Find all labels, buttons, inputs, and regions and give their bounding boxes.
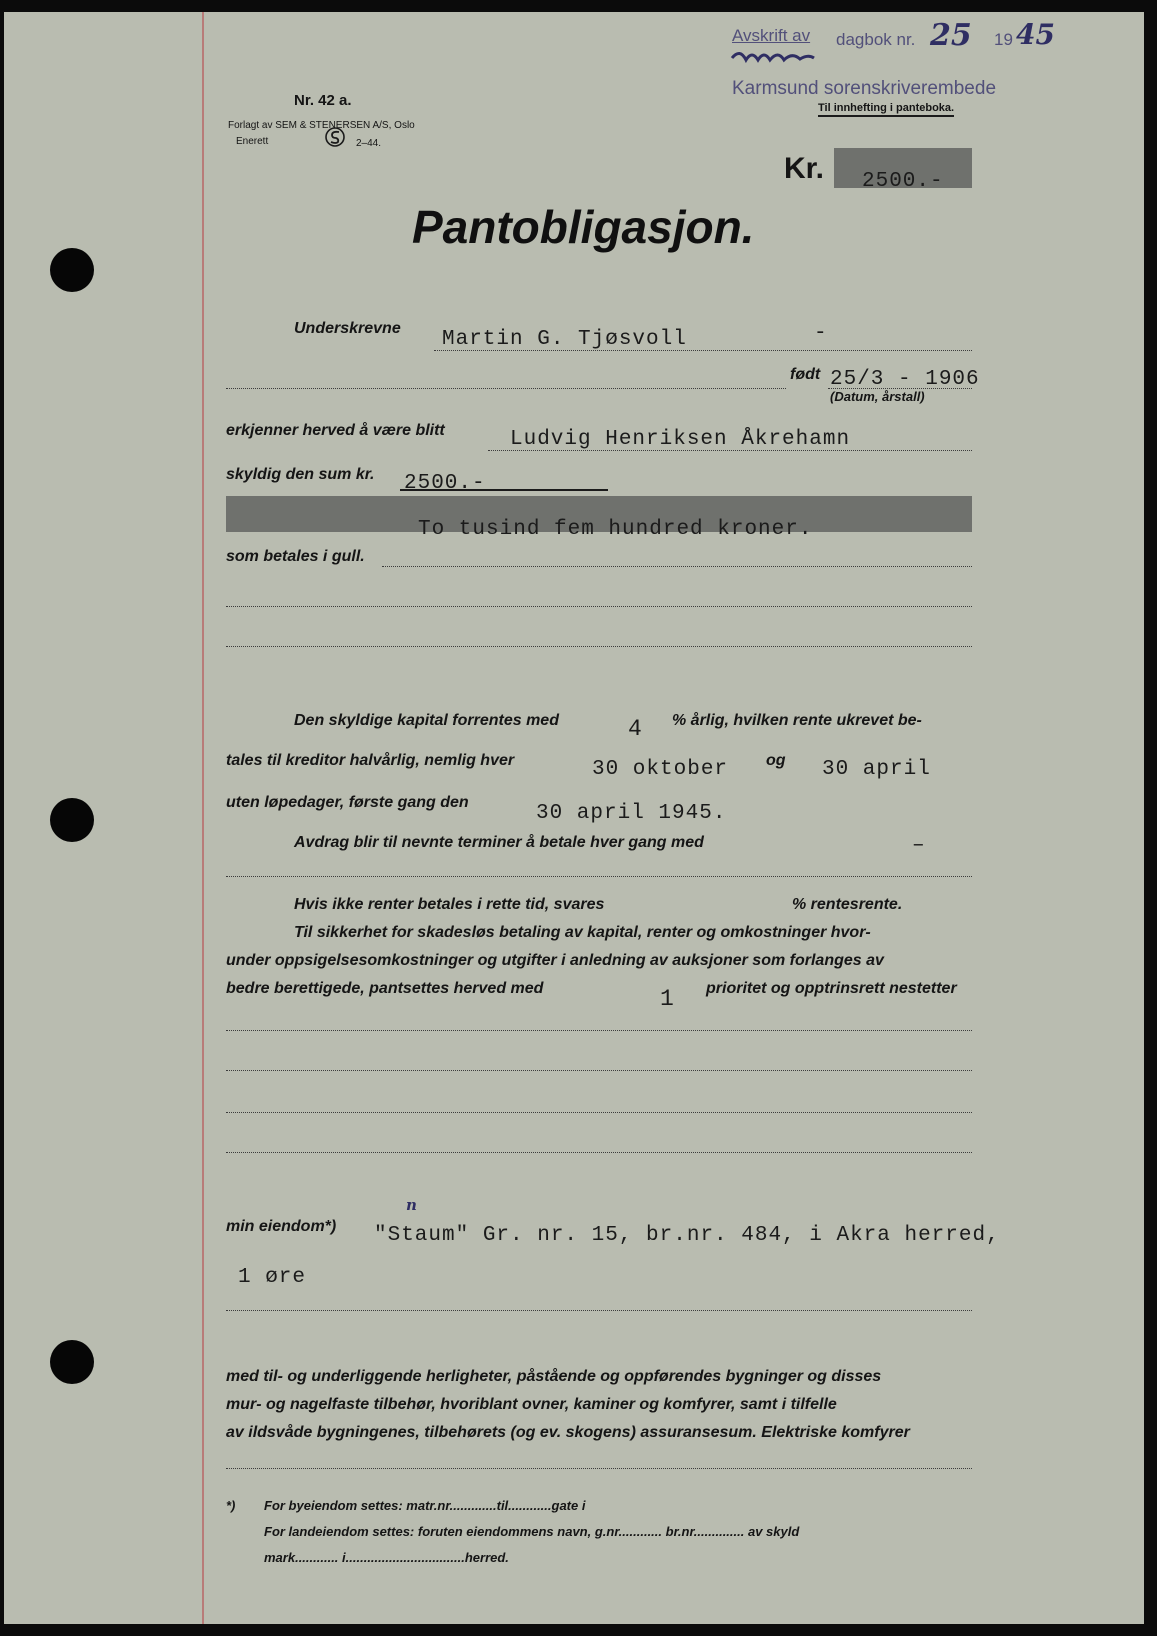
security-line4: bedre berettigede, pantsettes herved med <box>226 980 544 997</box>
form-number: Nr. 42 a. <box>294 92 352 109</box>
debtor-name: Martin G. Tjøsvoll <box>442 328 687 351</box>
debtor-blank-line <box>226 388 786 389</box>
punch-hole-bottom <box>50 1340 94 1384</box>
born-value: 25/3 - 1906 <box>830 368 980 391</box>
enerett-label: Enerett <box>236 136 269 147</box>
gold-clause: som betales i gull. <box>226 548 365 565</box>
closing-line3: av ildsvåde bygningenes, tilbehørets (og ev. skogens) assuransesum. Elektriske komfyrer <box>226 1424 910 1441</box>
handwritten-dagbok-nr: 25 <box>930 18 972 53</box>
closing-line1: med til- og underliggende herligheter, påstående og oppførendes bygninger og disses <box>226 1368 882 1385</box>
interest-date-2: 30 april <box>822 758 931 781</box>
footnote-line1: For byeiendom settes: matr.nr.............til............gate i <box>264 1498 586 1513</box>
avdrag-text: Avdrag blir til nevnte terminer å betale hver gang med <box>294 834 704 851</box>
born-hint: (Datum, årstall) <box>830 389 925 404</box>
stamp-avskrift: Avskrift av <box>732 26 811 45</box>
footnote-line3: mark............ i.................................herred. <box>264 1550 509 1565</box>
security-line2: Til sikkerhet for skadesløs betaling av kapital, renter og omkostninger hvor- <box>294 924 871 941</box>
closing-blank-line <box>226 1468 972 1469</box>
property-blank-line <box>226 1310 972 1311</box>
property-label: min eiendom*) <box>226 1218 337 1235</box>
debtor-name-line <box>434 350 972 351</box>
closing-line2: mur- og nagelfaste tilbehør, hvoriblant ovner, kaminer og komfyrer, samt i tilfelle <box>226 1396 837 1413</box>
publisher-line: Forlagt av SEM & STENERSEN A/S, Oslo <box>228 120 415 131</box>
security-blank-line-1 <box>226 1030 972 1031</box>
kr-amount-value: 2500.- <box>862 170 944 193</box>
security-line1-b: % rentesrente. <box>792 896 903 913</box>
punch-hole-top <box>50 248 94 292</box>
security-line4-b: prioritet og opptrinsrett nestetter <box>706 980 957 997</box>
underskrevne-label: Underskrevne <box>294 320 401 337</box>
footnote-star: *) <box>226 1498 236 1513</box>
sum-words: To tusind fem hundred kroner. <box>418 518 813 541</box>
born-label: født <box>790 366 821 383</box>
priority-value: 1 <box>660 986 675 1012</box>
security-blank-line-3 <box>226 1112 972 1113</box>
interest-og: og <box>766 752 786 769</box>
security-blank-line-2 <box>226 1070 972 1071</box>
interest-line2-text: tales til kreditor halvårlig, nemlig hver <box>226 752 515 769</box>
property-line1: "Staum" Gr. nr. 15, br.nr. 484, i Akra herred, <box>374 1224 1000 1247</box>
interest-line1-text-b: % årlig, hvilken rente ukrevet be- <box>672 712 922 729</box>
interest-rate: 4 <box>628 716 643 742</box>
publisher-logo-icon <box>324 126 346 148</box>
kr-label: Kr. <box>784 152 825 185</box>
stamp-note: Til innhefting i panteboka. <box>818 102 954 117</box>
security-blank-line-4 <box>226 1152 972 1153</box>
handwritten-signature-mark <box>728 46 818 66</box>
handwritten-year: 45 <box>1016 18 1055 51</box>
stamp-dagbok: dagbok nr. <box>836 30 916 49</box>
red-margin-line <box>202 12 204 1624</box>
edition-label: 2–44. <box>356 138 382 149</box>
avdrag-value: – <box>912 834 926 857</box>
punch-hole-middle <box>50 798 94 842</box>
debtor-dash: - <box>814 322 828 345</box>
blank-line-1 <box>226 606 972 607</box>
blank-line-2 <box>226 646 972 647</box>
gold-line <box>382 566 972 567</box>
stamp-office: Karmsund sorenskriverembede <box>732 78 997 99</box>
interest-first-date: 30 april 1945. <box>536 802 727 825</box>
footnote-line2: For landeiendom settes: foruten eiendommens navn, g.nr............ br.nr.............. av skyld <box>264 1524 800 1539</box>
sum-label: skyldig den sum kr. <box>226 466 375 483</box>
creditor-label: erkjenner herved å være blitt <box>226 422 445 439</box>
property-line2: 1 øre <box>238 1266 307 1289</box>
document-page <box>4 12 1144 1624</box>
security-line1: Hvis ikke renter betales i rette tid, svares <box>294 896 605 913</box>
interest-line1-text: Den skyldige kapital forrentes med <box>294 712 559 729</box>
interest-line3-text: uten løpedager, første gang den <box>226 794 469 811</box>
stamp-year-prefix: 19 <box>994 30 1013 49</box>
interest-date-1: 30 oktober <box>592 758 729 781</box>
handwritten-correction: n <box>406 1196 417 1214</box>
creditor-name: Ludvig Henriksen Åkrehamn <box>510 428 851 451</box>
sum-underline <box>400 489 608 491</box>
sum-value: 2500.- <box>404 472 486 495</box>
avdrag-blank-line <box>226 876 972 877</box>
creditor-line <box>488 450 972 451</box>
document-title: Pantobligasjon. <box>412 201 755 253</box>
security-line3: under oppsigelsesomkostninger og utgifter i anledning av auksjoner som forlanges av <box>226 952 884 969</box>
